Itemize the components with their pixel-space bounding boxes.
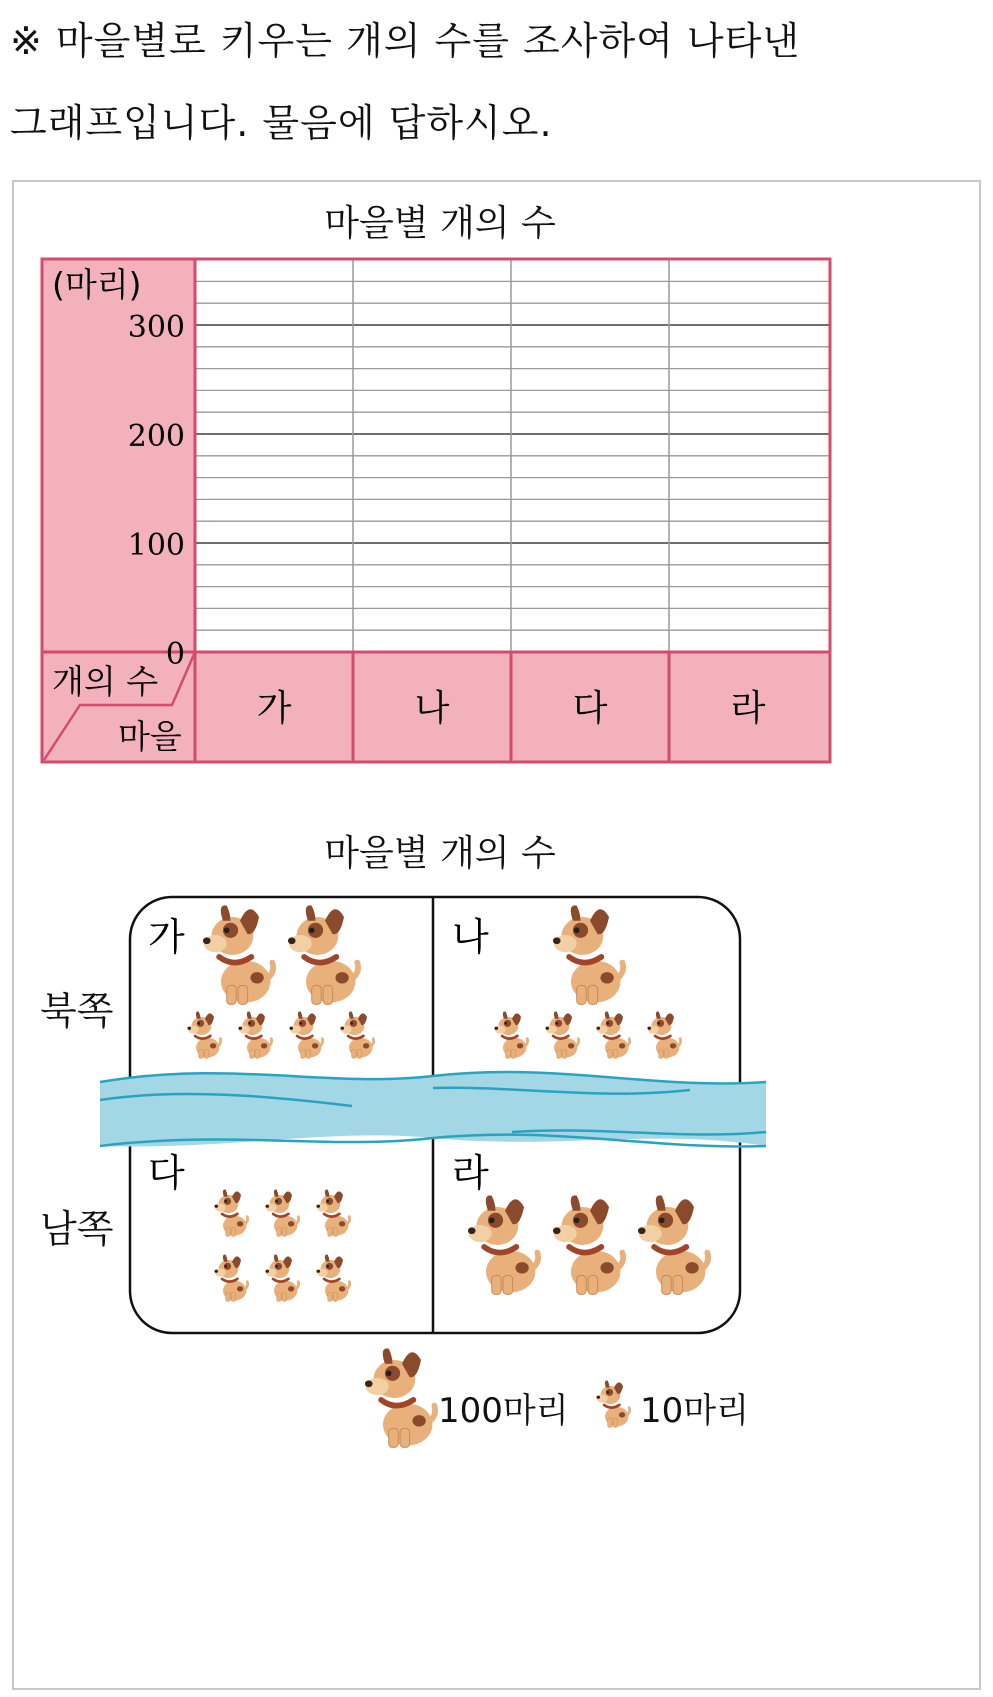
pictograph-board [100,897,766,1447]
row-header-top: 개의 수 [52,662,159,701]
village-label: 다 [148,1151,185,1195]
unit-label: (마리) [52,265,142,304]
category-label: 다 [572,688,608,729]
village-label: 가 [148,915,185,959]
region-label-south: 남쪽 [40,1207,114,1251]
pictograph-title: 마을별 개의 수 [324,833,556,874]
river [100,1072,766,1146]
instruction-line-2: 그래프입니다. 물음에 답하시오. [10,101,553,145]
village-label: 나 [452,915,489,959]
y-tick-label: 200 [127,419,185,454]
region-label-north: 북쪽 [40,989,114,1033]
village-label: 라 [452,1151,489,1195]
river-body [100,1072,766,1146]
category-label: 가 [256,688,292,729]
y-tick-label: 100 [127,528,185,563]
legend-big-label: 100마리 [438,1391,569,1431]
table-chart-title: 마을별 개의 수 [324,203,556,244]
legend-dog-icon-100 [365,1348,435,1447]
y-tick-label: 0 [165,637,185,672]
row-header-bottom: 마을 [118,717,182,756]
bar-graph-table [42,259,830,762]
category-label: 나 [414,688,450,729]
legend-small-label: 10마리 [640,1391,749,1431]
y-tick-label: 300 [127,310,185,345]
legend-dog-icon-10 [596,1381,629,1428]
category-label: 라 [730,688,766,729]
instruction-line-1: ※ 마을별로 키우는 개의 수를 조사하여 나타낸 [10,19,801,63]
